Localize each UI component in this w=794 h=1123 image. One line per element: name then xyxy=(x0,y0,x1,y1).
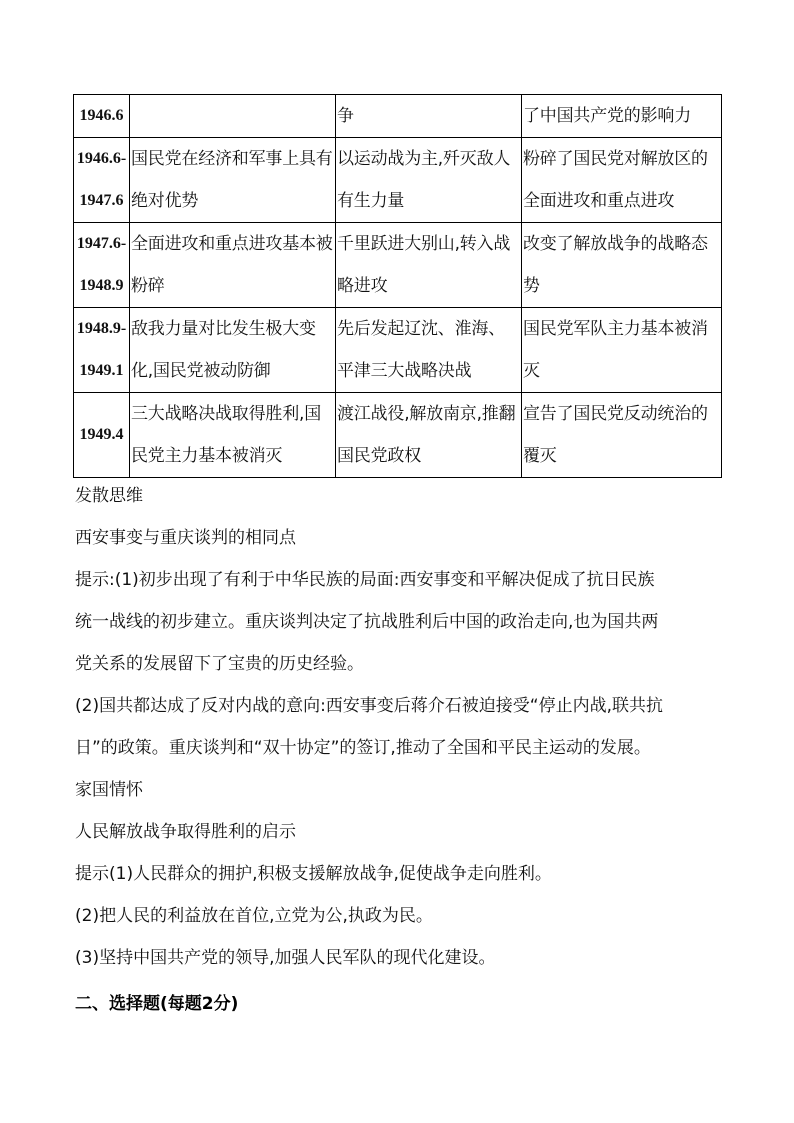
table-row xyxy=(74,308,722,393)
strategy-text: 渡江战役,解放南京,推翻国民党政权 xyxy=(337,404,516,466)
date-text: 1946.6- xyxy=(76,150,127,167)
significance-text: 粉碎了国民党对解放区的全面进攻和重点进攻 xyxy=(523,149,708,211)
strategy-cell xyxy=(336,308,522,393)
section-topic-victory-lessons: 人民解放战争取得胜利的启示 xyxy=(75,822,296,842)
situation-cell xyxy=(130,308,336,393)
table-row xyxy=(74,138,722,223)
strategy-text: 争 xyxy=(337,106,354,126)
significance-text: 宣告了国民党反动统治的覆灭 xyxy=(523,404,708,466)
significance-cell xyxy=(522,138,722,223)
paragraph-line: 统一战线的初步建立。重庆谈判决定了抗战胜利后中国的政治走向,也为国共两 xyxy=(75,612,659,632)
date-cell xyxy=(74,393,130,478)
paragraph-line: (2)国共都达成了反对内战的意向:西安事变后蒋介石被迫接受“停止内战,联共抗 xyxy=(75,696,664,716)
situation-cell xyxy=(130,95,336,138)
significance-cell xyxy=(522,95,722,138)
paragraph-line: 提示:(1)初步出现了有利于中华民族的局面:西安事变和平解决促成了抗日民族 xyxy=(75,570,655,590)
date-cell xyxy=(74,138,130,223)
situation-cell xyxy=(130,393,336,478)
situation-text: 三大战略决战取得胜利,国民党主力基本被消灭 xyxy=(131,404,322,466)
strategy-text: 以运动战为主,歼灭敌人有生力量 xyxy=(337,149,511,211)
strategy-cell xyxy=(336,138,522,223)
strategy-cell xyxy=(336,95,522,138)
table-row xyxy=(74,223,722,308)
date-text: 1946.6 xyxy=(79,107,124,124)
date-cell xyxy=(74,95,130,138)
strategy-text: 千里跃进大别山,转入战略进攻 xyxy=(337,234,511,296)
paragraph-line: (2)把人民的利益放在首位,立党为公,执政为民。 xyxy=(75,906,433,926)
table-row xyxy=(74,95,722,138)
liberation-war-timeline-table xyxy=(73,94,722,478)
paragraph-line: 提示(1)人民群众的拥护,积极支援解放战争,促使战争走向胜利。 xyxy=(75,864,552,884)
section-label-patriotism: 家国情怀 xyxy=(75,780,143,800)
strategy-cell xyxy=(336,393,522,478)
paragraph-line: 日”的政策。重庆谈判和“双十协定”的签订,推动了全国和平民主运动的发展。 xyxy=(75,738,651,758)
strategy-text: 先后发起辽沈、淮海、平津三大战略决战 xyxy=(337,319,505,381)
strategy-cell xyxy=(336,223,522,308)
date-cell xyxy=(74,223,130,308)
situation-cell xyxy=(130,138,336,223)
significance-text: 国民党军队主力基本被消灭 xyxy=(523,319,708,381)
date-cell xyxy=(74,308,130,393)
date-text: 1949.1 xyxy=(79,362,124,379)
date-text: 1949.4 xyxy=(79,426,124,443)
situation-text: 全面进攻和重点进攻基本被粉碎 xyxy=(131,234,333,296)
date-text: 1948.9- xyxy=(76,320,127,337)
significance-cell xyxy=(522,308,722,393)
section-label-divergent-thinking: 发散思维 xyxy=(75,486,143,506)
significance-cell xyxy=(522,393,722,478)
date-text: 1947.6- xyxy=(76,235,127,252)
date-text: 1947.6 xyxy=(79,192,124,209)
section-topic-xian-chongqing: 西安事变与重庆谈判的相同点 xyxy=(75,528,296,548)
significance-text: 改变了解放战争的战略态势 xyxy=(523,234,708,296)
situation-cell xyxy=(130,223,336,308)
paragraph-line: 党关系的发展留下了宝贵的历史经验。 xyxy=(75,654,364,674)
significance-text: 了中国共产党的影响力 xyxy=(523,106,691,126)
section-heading-multiple-choice: 二、选择题(每题2分) xyxy=(75,994,239,1014)
paragraph-line: (3)坚持中国共产党的领导,加强人民军队的现代化建设。 xyxy=(75,948,496,968)
situation-text: 国民党在经济和军事上具有绝对优势 xyxy=(131,149,333,211)
significance-cell xyxy=(522,223,722,308)
date-text: 1948.9 xyxy=(79,277,124,294)
table-row xyxy=(74,393,722,478)
situation-text: 敌我力量对比发生极大变化,国民党被动防御 xyxy=(131,319,316,381)
